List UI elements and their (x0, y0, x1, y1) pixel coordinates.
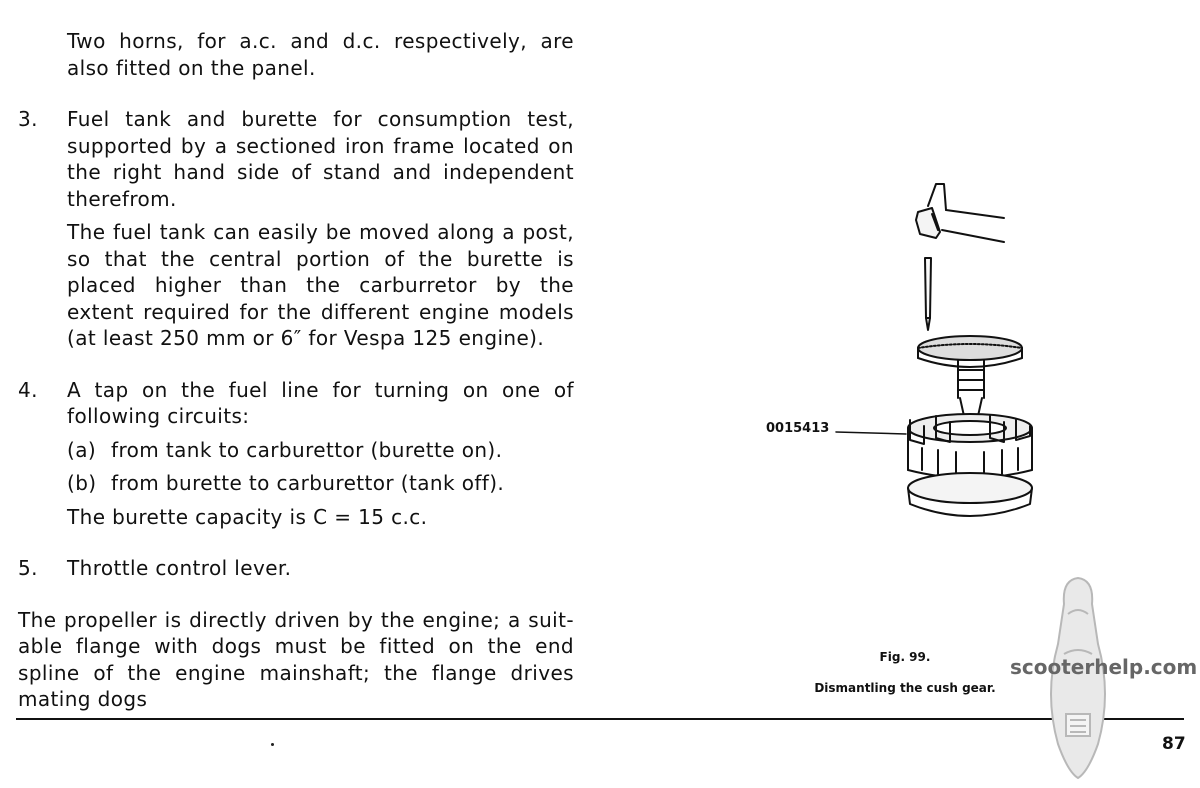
sub-item-text: from burette to carburettor (tank off). (111, 471, 505, 495)
cush-gear-illustration (760, 170, 1050, 540)
propeller-paragraph: The propeller is directly driven by the engine; a suit-able flange with dogs must be fitted on the end spline of the engine mainshaft; the flange drives mating dogs (18, 607, 574, 711)
item-number: 5. (18, 556, 38, 580)
sub-item-b (67, 470, 574, 497)
figure-caption (800, 642, 1010, 704)
sub-item-a (67, 437, 574, 464)
cush-hub-icon (908, 414, 1032, 516)
hammer-icon (916, 184, 1004, 242)
text-column (18, 28, 574, 713)
item-number: 4. (18, 377, 38, 402)
print-speck (271, 743, 274, 746)
drift-pin-icon (925, 258, 931, 330)
list-item-4 (18, 377, 574, 531)
burette-capacity-note: The burette capacity is C = 15 c.c. (67, 504, 428, 529)
list-item-5 (18, 555, 574, 582)
watermark-text: scooterhelp.com (1010, 655, 1198, 679)
figure-caption-text: Dismantling the cush gear. (814, 681, 996, 695)
figure-number: Fig. 99. (879, 650, 931, 664)
sub-item-label: (b) (67, 471, 97, 495)
part-number-label: 0015413 (766, 421, 830, 436)
page-number: 87 (1162, 734, 1186, 754)
list-item-3 (18, 106, 574, 352)
gear-wheel-icon (918, 336, 1022, 367)
item-5-text: Throttle control lever. (67, 556, 292, 580)
sub-item-label: (a) (67, 437, 97, 462)
sub-item-text: from tank to carburettor (burette on). (111, 437, 503, 462)
item-4-lead: A tap on the fuel line for turning on one of following circuits: (67, 377, 574, 428)
item-3-paragraph-1: Fuel tank and burette for consumption test, supported by a sectioned iron frame located on the right hand side of stand and independent therefrom. (67, 107, 574, 211)
splined-shaft-icon (958, 360, 984, 416)
footer-rule (16, 718, 1184, 720)
intro-paragraph: Two horns, for a.c. and d.c. respectively, are also fitted on the panel. (67, 29, 574, 80)
item-3-paragraph-2: The fuel tank can easily be moved along a post, so that the central portion of the burette is placed higher than the carburretor by the extent required for the different engine models (at least 250 mm or 6″ for Vespa 125 engine). (67, 220, 574, 350)
scooter-logo-icon (1038, 574, 1118, 784)
item-number: 3. (18, 107, 38, 131)
